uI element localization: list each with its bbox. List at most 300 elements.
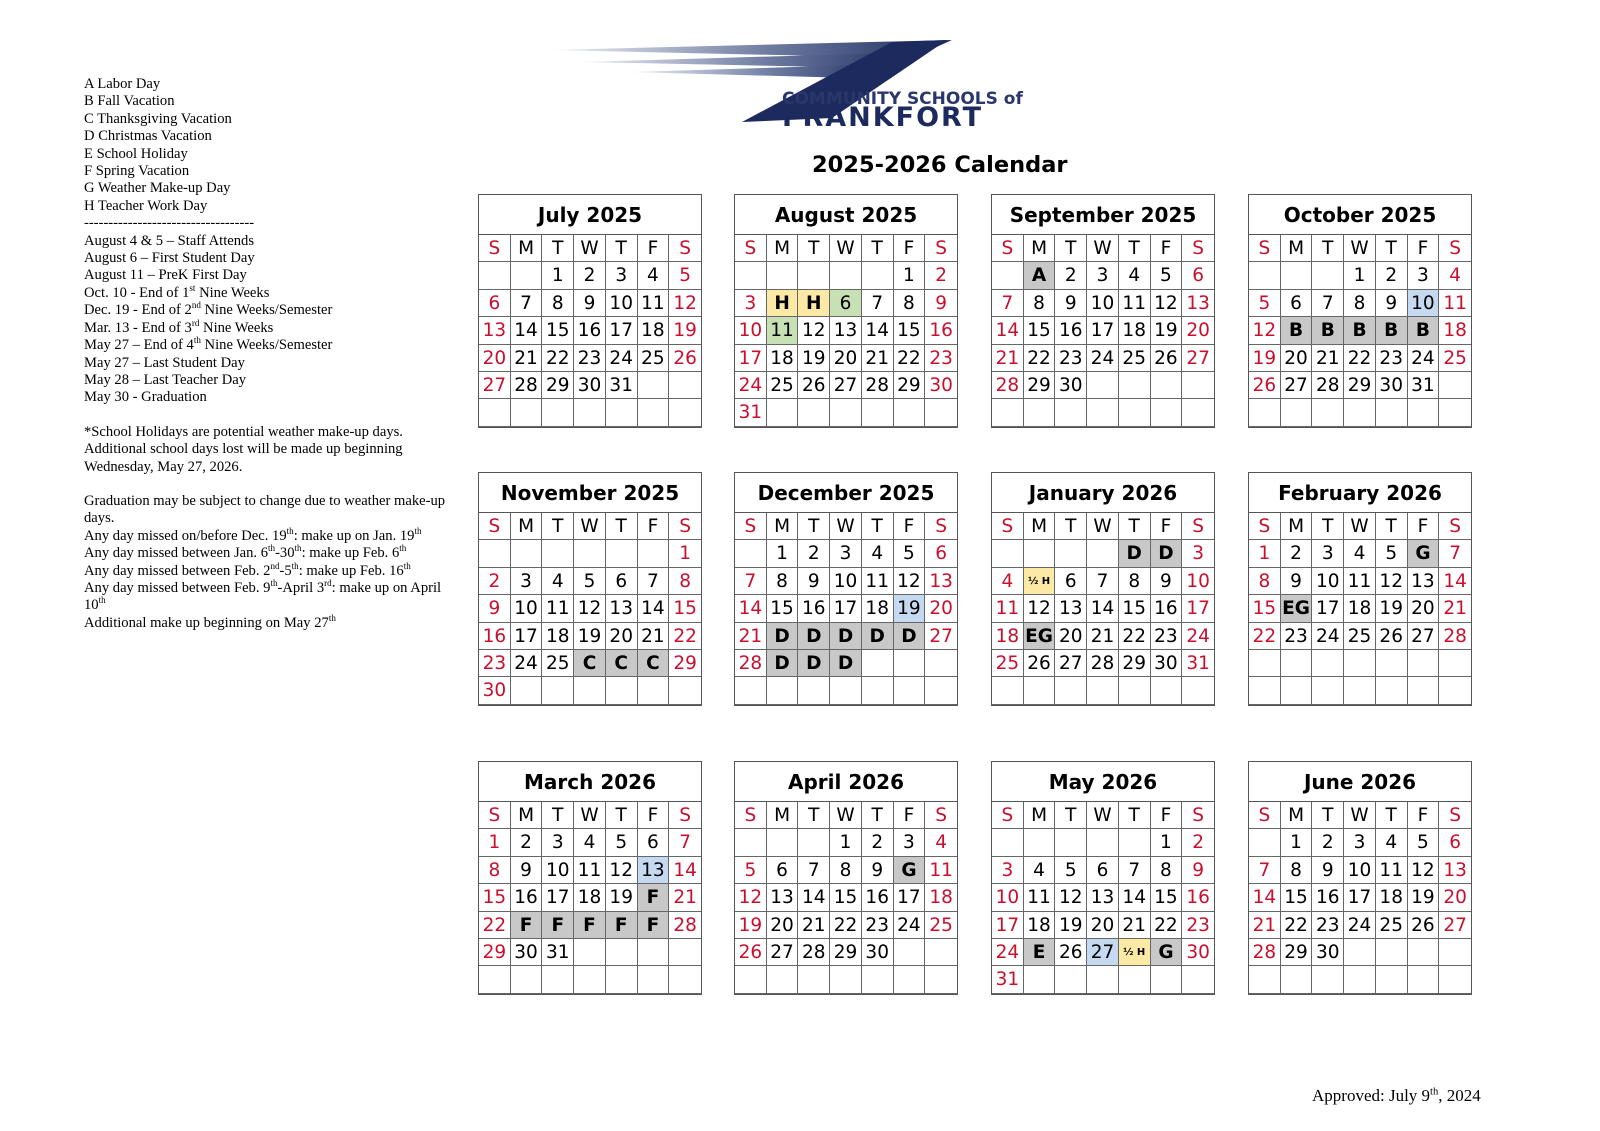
day-cell: 6 (830, 290, 862, 317)
empty-cell (1055, 399, 1087, 426)
day-cell: D (798, 623, 830, 650)
day-cell: D (862, 623, 894, 650)
day-cell: 12 (1024, 595, 1056, 622)
empty-cell (669, 677, 701, 704)
day-cell: 8 (669, 568, 701, 595)
day-cell: 24 (1312, 623, 1344, 650)
day-cell: 25 (1439, 345, 1471, 372)
day-cell: 17 (1087, 317, 1119, 344)
day-cell: 10 (830, 568, 862, 595)
day-cell: 14 (638, 595, 670, 622)
day-cell: 3 (735, 290, 767, 317)
day-cell: 30 (925, 372, 957, 399)
month-name: February 2026 (1249, 473, 1471, 513)
day-cell: 4 (1439, 262, 1471, 289)
graduation-note (84, 493, 454, 632)
empty-cell (669, 372, 701, 399)
legend-item: H Teacher Work Day (84, 197, 208, 214)
weekday-header: W (1344, 235, 1376, 262)
day-cell: 5 (894, 540, 926, 567)
empty-cell (894, 677, 926, 704)
empty-cell (830, 399, 862, 426)
weekday-header: T (862, 235, 894, 262)
empty-cell (767, 966, 799, 993)
day-cell: 31 (1182, 650, 1214, 677)
weekday-header: M (1024, 513, 1056, 540)
day-cell: 2 (479, 568, 511, 595)
day-cell: D (1151, 540, 1183, 567)
day-cell: EG (1281, 595, 1313, 622)
day-cell: 30 (1312, 939, 1344, 966)
day-cell: 21 (1119, 912, 1151, 939)
empty-cell (1182, 372, 1214, 399)
day-cell: 1 (1281, 829, 1313, 856)
empty-cell (1281, 677, 1313, 704)
empty-cell (925, 650, 957, 677)
empty-cell (1249, 262, 1281, 289)
day-cell: 26 (1408, 912, 1440, 939)
day-cell: 21 (798, 912, 830, 939)
day-cell: 21 (862, 345, 894, 372)
day-cell: 20 (1281, 345, 1313, 372)
day-cell: 18 (1439, 317, 1471, 344)
day-cell: 24 (606, 345, 638, 372)
empty-cell (862, 399, 894, 426)
month-calendar (1248, 472, 1472, 706)
weekday-header: F (894, 235, 926, 262)
day-cell: 6 (1281, 290, 1313, 317)
empty-cell (574, 399, 606, 426)
day-cell: 14 (798, 884, 830, 911)
day-cell: 12 (606, 857, 638, 884)
legend-item: D Christmas Vacation (84, 128, 212, 145)
weekday-header: T (798, 235, 830, 262)
day-cell: 16 (925, 317, 957, 344)
day-cell: ½ H (1024, 568, 1056, 595)
day-cell: 26 (1055, 939, 1087, 966)
day-cell: 11 (862, 568, 894, 595)
day-cell: 13 (767, 884, 799, 911)
empty-cell (1182, 966, 1214, 993)
day-cell: B (1408, 317, 1440, 344)
day-cell: 25 (767, 372, 799, 399)
day-cell: 16 (511, 884, 543, 911)
empty-cell (1439, 399, 1471, 426)
day-cell: 30 (862, 939, 894, 966)
day-cell: G (1408, 540, 1440, 567)
month-name: May 2026 (992, 762, 1214, 802)
day-cell: 22 (830, 912, 862, 939)
day-cell: 12 (1249, 317, 1281, 344)
weekday-header: F (638, 235, 670, 262)
day-cell: 11 (638, 290, 670, 317)
month-name: September 2025 (992, 195, 1214, 235)
day-cell: D (798, 650, 830, 677)
day-cell: 13 (1408, 568, 1440, 595)
day-cell: 15 (767, 595, 799, 622)
day-cell: 13 (1087, 884, 1119, 911)
empty-cell (925, 677, 957, 704)
empty-cell (767, 262, 799, 289)
day-cell: 17 (606, 317, 638, 344)
day-cell: 20 (1055, 623, 1087, 650)
day-cell: 6 (1439, 829, 1471, 856)
day-cell: 7 (862, 290, 894, 317)
day-cell: 26 (798, 372, 830, 399)
day-cell: H (798, 290, 830, 317)
empty-cell (1408, 650, 1440, 677)
weekday-header: T (1119, 802, 1151, 829)
day-cell: 2 (798, 540, 830, 567)
day-cell: 14 (862, 317, 894, 344)
empty-cell (798, 966, 830, 993)
empty-cell (1312, 677, 1344, 704)
day-cell: 24 (735, 372, 767, 399)
day-cell: 22 (1151, 912, 1183, 939)
day-cell: 9 (1376, 290, 1408, 317)
day-cell: 3 (1344, 829, 1376, 856)
day-cell: 23 (862, 912, 894, 939)
empty-cell (1344, 650, 1376, 677)
day-cell: 26 (669, 345, 701, 372)
weekday-header: T (1119, 513, 1151, 540)
empty-cell (894, 650, 926, 677)
day-cell: 9 (479, 595, 511, 622)
empty-cell (767, 677, 799, 704)
day-cell: 9 (925, 290, 957, 317)
empty-cell (1087, 829, 1119, 856)
empty-cell (1249, 966, 1281, 993)
day-cell: 17 (511, 623, 543, 650)
day-cell: 28 (1087, 650, 1119, 677)
month-name: August 2025 (735, 195, 957, 235)
empty-cell (992, 677, 1024, 704)
day-cell: 22 (479, 912, 511, 939)
day-cell: 8 (479, 857, 511, 884)
weekday-header: W (574, 802, 606, 829)
day-cell: 9 (1151, 568, 1183, 595)
day-cell: 16 (1182, 884, 1214, 911)
day-cell: 1 (479, 829, 511, 856)
day-cell: 4 (992, 568, 1024, 595)
day-cell: 18 (767, 345, 799, 372)
day-cell: F (638, 912, 670, 939)
weekday-header: W (1087, 802, 1119, 829)
day-cell: 20 (1087, 912, 1119, 939)
day-cell: 11 (1439, 290, 1471, 317)
weekday-header: T (798, 513, 830, 540)
day-cell: 23 (925, 345, 957, 372)
empty-cell (574, 966, 606, 993)
weekday-header: S (1439, 802, 1471, 829)
empty-cell (511, 966, 543, 993)
day-cell: 13 (638, 857, 670, 884)
day-cell: 4 (925, 829, 957, 856)
day-cell: 11 (1376, 857, 1408, 884)
day-cell: 7 (1119, 857, 1151, 884)
day-cell: 19 (1055, 912, 1087, 939)
date-item: August 11 – PreK First Day (84, 267, 247, 284)
day-cell: D (1119, 540, 1151, 567)
weekday-header: T (606, 513, 638, 540)
weekday-header: T (1312, 513, 1344, 540)
day-cell: 7 (511, 290, 543, 317)
day-cell: 25 (1376, 912, 1408, 939)
day-cell: 10 (735, 317, 767, 344)
empty-cell (511, 540, 543, 567)
day-cell: 5 (1151, 262, 1183, 289)
empty-cell (830, 966, 862, 993)
weekday-header: S (669, 513, 701, 540)
day-cell: 6 (1182, 262, 1214, 289)
weekday-header: F (1151, 802, 1183, 829)
empty-cell (862, 262, 894, 289)
weekday-header: S (1249, 513, 1281, 540)
day-cell: 25 (638, 345, 670, 372)
day-cell: 12 (798, 317, 830, 344)
day-cell: 4 (542, 568, 574, 595)
weekday-header: M (511, 235, 543, 262)
empty-cell (1151, 966, 1183, 993)
date-item: May 27 – End of 4th Nine Weeks/Semester (84, 335, 333, 354)
empty-cell (862, 966, 894, 993)
day-cell: D (767, 650, 799, 677)
empty-cell (1024, 540, 1056, 567)
weekday-header: M (511, 513, 543, 540)
day-cell: 12 (1055, 884, 1087, 911)
day-cell: 24 (1408, 345, 1440, 372)
empty-cell (1312, 650, 1344, 677)
day-cell: 22 (542, 345, 574, 372)
empty-cell (798, 677, 830, 704)
date-item: May 30 - Graduation (84, 389, 207, 406)
legend-codes (84, 76, 454, 215)
day-cell: 22 (669, 623, 701, 650)
legend-item: C Thanksgiving Vacation (84, 110, 232, 127)
weekday-header: F (1408, 513, 1440, 540)
day-cell: 13 (1055, 595, 1087, 622)
day-cell: 13 (1182, 290, 1214, 317)
month-name: March 2026 (479, 762, 701, 802)
empty-cell (1376, 650, 1408, 677)
empty-cell (1249, 677, 1281, 704)
day-cell: 17 (1344, 884, 1376, 911)
makeup-note: *School Holidays are potential weather make-up days. Additional school days lost will be made up beginning Wednesday, May 27, 2026. (84, 423, 403, 475)
day-cell: 19 (1249, 345, 1281, 372)
day-cell: 29 (669, 650, 701, 677)
legend-item: B Fall Vacation (84, 93, 175, 110)
weekday-header: S (735, 513, 767, 540)
empty-cell (992, 399, 1024, 426)
empty-cell (669, 939, 701, 966)
day-cell: 23 (1055, 345, 1087, 372)
weekday-header: T (798, 802, 830, 829)
note-line: Any day missed between Feb. 2nd-5th: make up Feb. 16th (84, 560, 411, 579)
day-cell: 28 (735, 650, 767, 677)
day-cell: 16 (1312, 884, 1344, 911)
empty-cell (638, 677, 670, 704)
day-cell: 17 (894, 884, 926, 911)
empty-cell (638, 372, 670, 399)
day-cell: 26 (1151, 345, 1183, 372)
weekday-header: W (1344, 802, 1376, 829)
day-cell: 27 (1182, 345, 1214, 372)
weekday-header: W (830, 235, 862, 262)
day-cell: 29 (1024, 372, 1056, 399)
day-cell: 13 (1439, 857, 1471, 884)
day-cell: 13 (606, 595, 638, 622)
day-cell: 3 (606, 262, 638, 289)
day-cell: 13 (925, 568, 957, 595)
day-cell: 27 (1281, 372, 1313, 399)
empty-cell (1249, 829, 1281, 856)
month-calendar (478, 761, 702, 995)
day-cell: 21 (669, 884, 701, 911)
day-cell: 17 (542, 884, 574, 911)
day-cell: 18 (925, 884, 957, 911)
weekday-header: T (542, 235, 574, 262)
day-cell: 20 (606, 623, 638, 650)
day-cell: 22 (1344, 345, 1376, 372)
day-cell: 27 (830, 372, 862, 399)
empty-cell (574, 540, 606, 567)
empty-cell (1312, 399, 1344, 426)
empty-cell (1344, 399, 1376, 426)
weekday-header: M (767, 235, 799, 262)
empty-cell (1312, 262, 1344, 289)
empty-cell (894, 399, 926, 426)
day-cell: G (1151, 939, 1183, 966)
date-item: Mar. 13 - End of 3rd Nine Weeks (84, 317, 274, 336)
day-cell: 2 (1182, 829, 1214, 856)
weekday-header: S (925, 802, 957, 829)
day-cell: 23 (1312, 912, 1344, 939)
date-item: May 28 – Last Teacher Day (84, 371, 247, 388)
approval-date: Approved: July 9th, 2024 (1312, 1086, 1481, 1105)
day-cell: 14 (735, 595, 767, 622)
day-cell: 8 (1281, 857, 1313, 884)
day-cell: 20 (479, 345, 511, 372)
day-cell: 3 (894, 829, 926, 856)
empty-cell (894, 939, 926, 966)
day-cell: 8 (1344, 290, 1376, 317)
day-cell: 31 (735, 399, 767, 426)
day-cell: 30 (1376, 372, 1408, 399)
day-cell: 14 (669, 857, 701, 884)
weekday-header: M (1024, 802, 1056, 829)
day-cell: 11 (542, 595, 574, 622)
day-cell: 13 (479, 317, 511, 344)
day-cell: 4 (638, 262, 670, 289)
weekday-header: S (1439, 235, 1471, 262)
day-cell: 19 (1151, 317, 1183, 344)
empty-cell (862, 650, 894, 677)
day-cell: 17 (1182, 595, 1214, 622)
weekday-header: T (862, 513, 894, 540)
weekday-header: M (767, 802, 799, 829)
weekday-header: F (1151, 235, 1183, 262)
day-cell: 1 (1344, 262, 1376, 289)
day-cell: 8 (767, 568, 799, 595)
day-cell: 3 (511, 568, 543, 595)
day-cell: 29 (830, 939, 862, 966)
day-cell: 8 (894, 290, 926, 317)
weekday-header: T (1376, 513, 1408, 540)
day-cell: 10 (511, 595, 543, 622)
note-line: Any day missed on/before Dec. 19th: make up on Jan. 19th (84, 525, 422, 544)
day-cell: 9 (798, 568, 830, 595)
legend-item: G Weather Make-up Day (84, 180, 231, 197)
empty-cell (1055, 677, 1087, 704)
day-cell: 5 (669, 262, 701, 289)
day-cell: 26 (1249, 372, 1281, 399)
day-cell: 22 (1119, 623, 1151, 650)
note-line: Any day missed between Feb. 9th-April 3rd: make up on April 10th (84, 578, 442, 614)
weekday-header: F (1408, 235, 1440, 262)
weekday-header: S (925, 235, 957, 262)
day-cell: 8 (830, 857, 862, 884)
weekday-header: W (574, 235, 606, 262)
empty-cell (1024, 399, 1056, 426)
day-cell: 29 (1119, 650, 1151, 677)
weekday-header: M (511, 802, 543, 829)
day-cell: 4 (1376, 829, 1408, 856)
empty-cell (735, 966, 767, 993)
empty-cell (1376, 966, 1408, 993)
day-cell: 25 (925, 912, 957, 939)
day-cell: 16 (1055, 317, 1087, 344)
empty-cell (1439, 677, 1471, 704)
empty-cell (1024, 966, 1056, 993)
day-cell: 25 (1119, 345, 1151, 372)
day-cell: 11 (1119, 290, 1151, 317)
month-calendar (1248, 194, 1472, 428)
day-cell: 10 (542, 857, 574, 884)
weekday-header: W (1344, 513, 1376, 540)
day-cell: 5 (735, 857, 767, 884)
day-cell: 1 (894, 262, 926, 289)
empty-cell (1249, 399, 1281, 426)
day-cell: 30 (1151, 650, 1183, 677)
weekday-header: S (479, 235, 511, 262)
day-cell: 15 (830, 884, 862, 911)
day-cell: 2 (862, 829, 894, 856)
day-cell: 27 (479, 372, 511, 399)
day-cell: 11 (767, 317, 799, 344)
day-cell: 6 (767, 857, 799, 884)
day-cell: 1 (830, 829, 862, 856)
day-cell: 21 (735, 623, 767, 650)
empty-cell (638, 540, 670, 567)
weekday-header: S (992, 235, 1024, 262)
day-cell: 16 (1151, 595, 1183, 622)
day-cell: 5 (1249, 290, 1281, 317)
weekday-header: S (992, 513, 1024, 540)
weekday-header: S (925, 513, 957, 540)
month-calendar (1248, 761, 1472, 995)
day-cell: 10 (1182, 568, 1214, 595)
empty-cell (1151, 677, 1183, 704)
weekday-header: F (638, 802, 670, 829)
day-cell: 19 (574, 623, 606, 650)
day-cell: 18 (1024, 912, 1056, 939)
empty-cell (511, 677, 543, 704)
day-cell: 23 (574, 345, 606, 372)
day-cell: D (894, 623, 926, 650)
date-item: August 4 & 5 – Staff Attends (84, 232, 254, 249)
day-cell: 20 (767, 912, 799, 939)
empty-cell (669, 399, 701, 426)
